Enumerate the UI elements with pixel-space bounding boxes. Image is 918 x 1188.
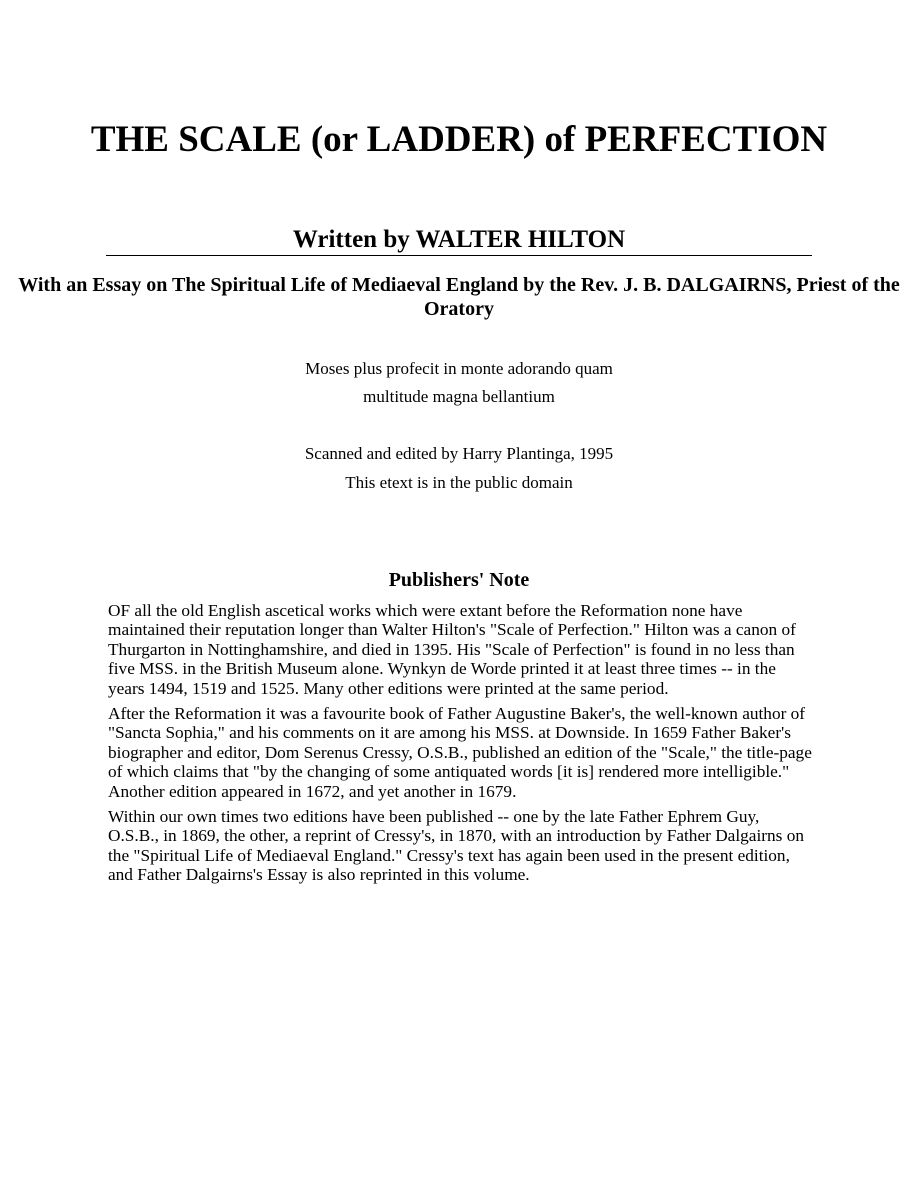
paragraph: OF all the old English ascetical works which were extant before the Reformation none have maintained their reputation longer than Walter Hilton's "Scale of Perfection." Hilton was a canon of Thurgarton in Nottinghamshire, and died in 1395. His "Scale of Perfection" is found in no less than five MSS. in the British Museum alone. Wynkyn de Worde printed it at least three times -- in the years 1494, 1519 and 1525. Many other editions were printed at the same period. (108, 601, 796, 698)
paragraph: Within our own times two editions have been published -- one by the late Father Ephrem Guy, O.S.B., in 1869, the other, a reprint of Cressy's, in 1870, with an introduction by Father Dalgairns on the "Spiritual Life of Mediaeval England." Cressy's text has again been used in the present edition, and Father Dalgairns's Essay is also reprinted in this volume. (108, 807, 804, 885)
document-title: THE SCALE (or LADDER) of PERFECTION (90, 119, 828, 160)
epigraph-line-1: Moses plus profecit in monte adorando quam (305, 359, 613, 378)
essay-note: With an Essay on The Spiritual Life of Mediaeval England by the Rev. J. B. DALGAIRNS, Priest of the Oratory (18, 274, 900, 320)
author-byline: Written by WALTER HILTON (292, 226, 626, 253)
publishers-note-body (108, 601, 814, 891)
credits-line-1: Scanned and edited by Harry Plantinga, 1995 (304, 444, 614, 463)
epigraph-line-2: multitude magna bellantium (363, 387, 555, 406)
credits-line-2: This etext is in the public domain (345, 473, 573, 492)
publishers-note-heading: Publishers' Note (388, 569, 530, 591)
horizontal-rule (106, 255, 812, 256)
paragraph: After the Reformation it was a favourite book of Father Augustine Baker's, the well-known author of "Sancta Sophia," and his comments on it are among his MSS. at Downside. In 1659 Father Baker's biographer and editor, Dom Serenus Cressy, O.S.B., published an edition of the "Scale," the title-page of which claims that "by the changing of some antiquated words [it is] rendered more intelligible." Another edition appeared in 1672, and yet another in 1679. (108, 704, 812, 801)
